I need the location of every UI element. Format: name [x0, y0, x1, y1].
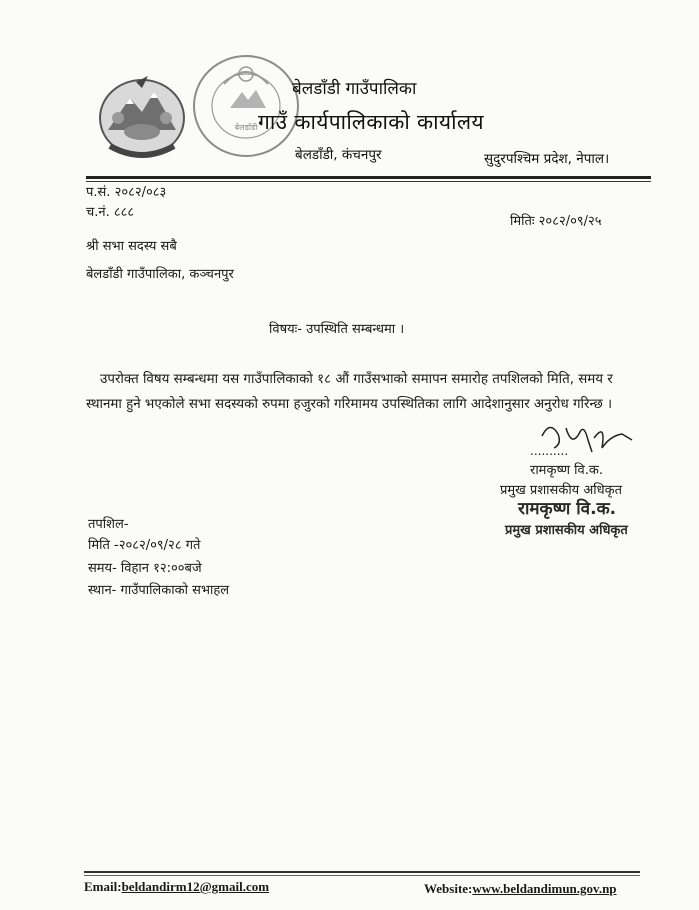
footer-website [424, 881, 617, 897]
recipient-line-1: श्री सभा सदस्य सबै [86, 239, 177, 254]
details-heading: तपशिल- [88, 517, 129, 532]
office-seal-icon [188, 50, 310, 162]
footer-email [84, 879, 269, 895]
municipality-name: बेलडाँडी गाउँपालिका [292, 79, 417, 99]
details-place: स्थान- गाउँपालिकाको सभाहल [88, 583, 230, 598]
footer-divider [84, 871, 640, 873]
header-divider-thin [86, 181, 651, 182]
footer-divider-thin [84, 875, 640, 876]
website-label: Website: [424, 881, 473, 896]
email-label: Email: [84, 879, 122, 894]
address-left: बेलडाँडी, कंचनपुर [295, 147, 382, 163]
website-link[interactable]: www.beldandimun.gov.np [472, 881, 617, 896]
address-right: सुदुरपश्चिम प्रदेश, नेपाल। [484, 151, 610, 167]
details-time: समय- विहान १२:००बजे [88, 561, 202, 576]
designation-stamp: प्रमुख प्रशासकीय अधिकृत [505, 523, 628, 538]
nepal-emblem-icon [96, 68, 188, 160]
body-paragraph: उपरोक्त विषय सम्बन्धमा यस गाउँपालिकाको १८ औं गाउँसभाको समापन समारोह तपशिलको मिति, समय र स्थानमा हुने भएकोले सभा सदस्यको रुपमा हजुरको गरिमामय उपस्थितिका लागि आदेशानुसार अनुरोध गरिन्छ । [86, 372, 613, 412]
signatory-name: रामकृष्ण वि.क. [530, 463, 604, 478]
letter-date: मितिः २०८२/०९/२५ [510, 214, 602, 229]
signatory-designation: प्रमुख प्रशासकीय अधिकृत [500, 483, 623, 498]
svg-text:बेलडाँडी: बेलडाँडी [234, 123, 258, 132]
header-divider [86, 176, 651, 179]
name-stamp: रामकृष्ण वि.क. [518, 499, 617, 519]
recipient-line-2: बेलडाँडी गाउँपालिका, कञ्चनपुर [86, 267, 234, 282]
email-link[interactable]: beldandirm12@gmail.com [121, 879, 270, 894]
details-date: मिति -२०८२/०९/२८ गते [88, 538, 201, 553]
dispatch-number: च.नं. ८८८ [86, 205, 135, 220]
signature-dots: .......... [530, 444, 569, 458]
fiscal-year: प.सं. २०८२/०८३ [86, 185, 167, 200]
office-title: गाउँ कार्यपालिकाको कार्यालय [258, 110, 484, 134]
subject-line: विषयः- उपस्थिति सम्बन्धमा । [269, 322, 405, 337]
